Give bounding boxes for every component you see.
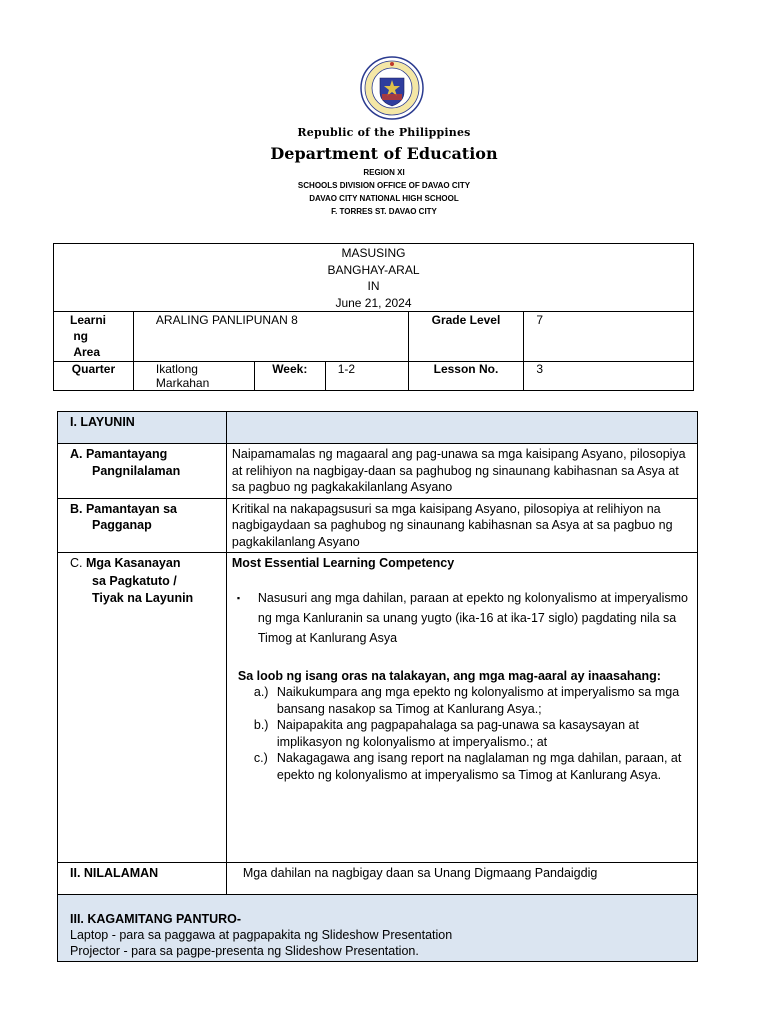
a-label-line1: A. Pamantayang — [70, 447, 168, 461]
a-label-line2: Pangnilalaman — [92, 463, 181, 478]
objective-item — [232, 717, 692, 750]
objective-item — [232, 750, 692, 783]
c-label-line2: sa Pagkatuto / — [92, 573, 177, 588]
lesson-number-label: Lesson No. — [408, 362, 524, 391]
objectives-heading: Sa loob ng isang oras na talakayan, ang mga mag-aaral ay inaasahang: — [237, 668, 661, 683]
mga-kasanayan-label — [58, 553, 227, 863]
objective-marker: c.) — [253, 751, 268, 765]
pamantayan-sa-pagganap-label — [58, 498, 227, 553]
quarter-label: Quarter — [54, 362, 134, 391]
melc-item: ▪ Nasusuri ang mga dahilan, paraan at epekto ng kolonyalismo at imperyalismo ng mga Kanluranin sa unang yugto (ika-16 at ika-17 siglo) pagdating nila sa Timog at Kanlurang Asya — [258, 588, 692, 648]
kagamitan-line2: Projector - para sa pagpe-presenta ng Slideshow Presentation. — [70, 944, 419, 958]
nilalaman-label: II. NILALAMAN — [58, 863, 227, 895]
layunin-label: I. LAYUNIN — [58, 412, 227, 444]
week-value: 1-2 — [325, 362, 408, 391]
department-heading: Department of Education — [270, 144, 498, 163]
b-label-line1: B. Pamantayan sa — [70, 501, 177, 516]
pamantayang-pangnilalaman-text: Naipamamalas ng magaaral ang pag-unawa sa mga kaisipang Asyano, pilosopiya at relihiyon na nagbigay-daan sa paghubog ng sinaunang kabihasnan sa Asya at sa pagbuo ng pagkakakilanlang Asyano — [226, 444, 697, 499]
address-line: F. TORRES ST. DAVAO CITY — [331, 207, 437, 216]
objective-marker: b.) — [253, 718, 269, 732]
plan-title-cell — [54, 244, 694, 312]
pamantayan-sa-pagganap-text: Kritikal na nakapagsusuri sa mga kaisipang Asyano, pilosopiya at relihiyon na nagbigaydaan sa paghubog ng sinaunang kabihasnan sa Asya at sa pagbuo ng pagkakilanlang Asyano — [226, 498, 697, 553]
deped-seal-icon — [360, 56, 424, 120]
plan-title-line1: MASUSING — [341, 246, 406, 260]
mga-kasanayan-content — [226, 553, 697, 863]
learning-area-label: Learni ng Area — [54, 312, 134, 362]
grade-level-label: Grade Level — [408, 312, 524, 362]
lesson-plan-table — [57, 411, 698, 962]
c-label-line1: Mga Kasanayan — [85, 556, 181, 570]
objective-item — [232, 684, 692, 717]
kagamitan-line1: Laptop - para sa paggawa at pagpapakita ng Slideshow Presentation — [70, 928, 453, 942]
kagamitan-label: III. KAGAMITANG PANTURO- — [70, 912, 242, 926]
region-line: REGION XI — [363, 168, 405, 177]
republic-heading: Republic of the Philippines — [297, 126, 471, 139]
layunin-empty-cell — [226, 412, 697, 444]
b-label-line2: Pagganap — [92, 518, 152, 532]
school-line: DAVAO CITY NATIONAL HIGH SCHOOL — [309, 194, 459, 203]
quarter-value: Ikatlong Markahan — [133, 362, 254, 391]
lesson-info-table — [53, 243, 694, 391]
objective-text: Naikukumpara ang mga epekto ng kolonyalismo at imperyalismo sa mga bansang nasakop sa Timog at Kanlurang Asya.; — [276, 685, 680, 716]
objective-text: Nakagagawa ang isang report na naglalaman ng mga dahilan, paraan, at epekto ng kolonyalismo at imperyalismo sa Timog at Kanlurang Asya. — [276, 751, 682, 782]
lesson-number-value: 3 — [524, 362, 694, 391]
week-label: Week: — [254, 362, 325, 391]
kagamitan-cell — [58, 895, 698, 962]
plan-title-line2: BANGHAY-ARAL — [327, 262, 420, 277]
c-label-prefix: C. — [70, 556, 86, 570]
division-line: SCHOOLS DIVISION OFFICE OF DAVAO CITY — [297, 181, 471, 190]
nilalaman-text: Mga dahilan na nagbigay daan sa Unang Digmaang Pandaigdig — [226, 863, 697, 895]
learning-area-value: ARALING PANLIPUNAN 8 — [133, 312, 408, 362]
plan-date: June 21, 2024 — [335, 295, 412, 310]
melc-list — [232, 588, 692, 648]
objective-marker: a.) — [253, 685, 269, 699]
c-label-line3: Tiyak na Layunin — [92, 591, 194, 605]
objectives-list — [232, 684, 692, 783]
pamantayang-pangnilalaman-label — [58, 444, 227, 499]
melc-heading: Most Essential Learning Competency — [231, 556, 455, 570]
plan-title-line3: IN — [367, 279, 380, 293]
grade-level-value: 7 — [524, 312, 694, 362]
objective-text: Naipapakita ang pagpapahalaga sa pag-unawa sa kasaysayan at implikasyon ng kolonyalismo at imperyalismo.; at — [276, 718, 639, 749]
